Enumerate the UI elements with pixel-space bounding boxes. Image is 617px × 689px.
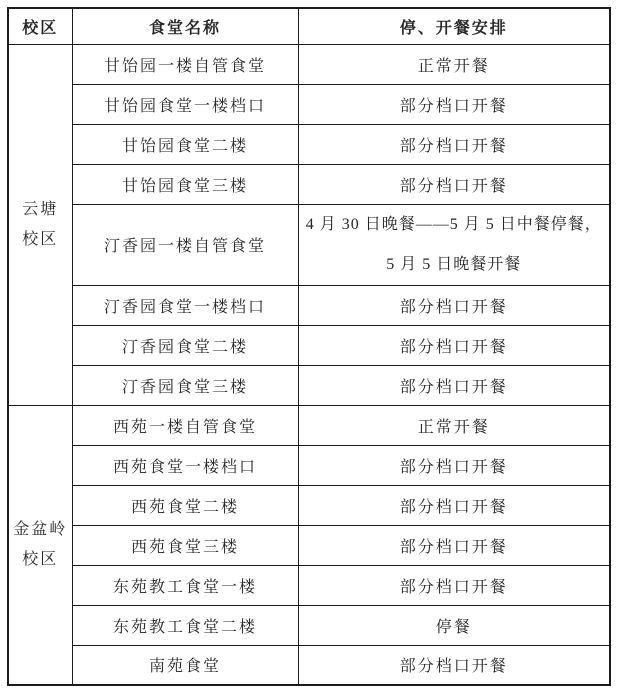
- campus-cell-yuntang: [8, 44, 72, 405]
- canteen-cell: 东苑教工食堂二楼: [72, 605, 298, 645]
- table-row: [8, 445, 610, 485]
- table-row: [8, 325, 610, 365]
- arrangement-cell: 部分档口开餐: [298, 285, 610, 325]
- header-canteen-column: 食堂名称: [72, 8, 298, 44]
- canteen-cell: 西苑一楼自管食堂: [72, 405, 298, 445]
- canteen-cell: 甘饴园食堂二楼: [72, 124, 298, 164]
- canteen-cell: 甘饴园一楼自管食堂: [72, 44, 298, 84]
- table-row: [8, 365, 610, 405]
- table-row: [8, 204, 610, 285]
- arrangement-cell: 停餐: [298, 605, 610, 645]
- arrangement-cell: 部分档口开餐: [298, 124, 610, 164]
- arrangement-line: 4 月 30 日晚餐——5 月 5 日中餐停餐，: [305, 215, 602, 233]
- arrangement-cell: 部分档口开餐: [298, 84, 610, 124]
- canteen-cell: 西苑食堂一楼档口: [72, 445, 298, 485]
- arrangement-cell: [298, 204, 610, 285]
- table-row: [8, 84, 610, 124]
- canteen-cell: 南苑食堂: [72, 645, 298, 685]
- table-row: [8, 405, 610, 445]
- arrangement-cell: 正常开餐: [298, 44, 610, 84]
- table-row: [8, 525, 610, 565]
- arrangement-cell: 部分档口开餐: [298, 645, 610, 685]
- canteen-cell: 东苑教工食堂一楼: [72, 565, 298, 605]
- campus-line: 校区: [22, 230, 59, 248]
- header-campus-column: 校区: [8, 8, 72, 44]
- arrangement-cell: 部分档口开餐: [298, 164, 610, 204]
- arrangement-cell: 部分档口开餐: [298, 565, 610, 605]
- canteen-cell: 甘饴园食堂三楼: [72, 164, 298, 204]
- campus-line: 金盆岭: [13, 520, 68, 538]
- table-row: [8, 285, 610, 325]
- arrangement-line: 5 月 5 日晚餐开餐: [386, 255, 522, 273]
- canteen-cell: 汀香园食堂二楼: [72, 325, 298, 365]
- table-row: [8, 164, 610, 204]
- arrangement-cell: 部分档口开餐: [298, 525, 610, 565]
- canteen-cell: 汀香园食堂三楼: [72, 365, 298, 405]
- table-row: [8, 485, 610, 525]
- arrangement-cell: 部分档口开餐: [298, 365, 610, 405]
- campus-cell-jinpenling: [8, 405, 72, 685]
- table-row: [8, 605, 610, 645]
- canteen-cell: 西苑食堂三楼: [72, 525, 298, 565]
- arrangement-cell: 正常开餐: [298, 405, 610, 445]
- campus-line: 云塘: [22, 200, 59, 218]
- table-row: [8, 124, 610, 164]
- table-row: [8, 44, 610, 84]
- canteen-schedule-table: [7, 7, 611, 686]
- canteen-cell: 西苑食堂二楼: [72, 485, 298, 525]
- header-arrangement-column: 停、开餐安排: [298, 8, 610, 44]
- arrangement-cell: 部分档口开餐: [298, 445, 610, 485]
- arrangement-cell: 部分档口开餐: [298, 485, 610, 525]
- arrangement-cell: 部分档口开餐: [298, 325, 610, 365]
- campus-line: 校区: [22, 550, 59, 568]
- header-row: [8, 8, 610, 44]
- table-row: [8, 645, 610, 685]
- canteen-cell: 汀香园一楼自管食堂: [72, 204, 298, 285]
- table-row: [8, 565, 610, 605]
- canteen-cell: 汀香园食堂一楼档口: [72, 285, 298, 325]
- canteen-cell: 甘饴园食堂一楼档口: [72, 84, 298, 124]
